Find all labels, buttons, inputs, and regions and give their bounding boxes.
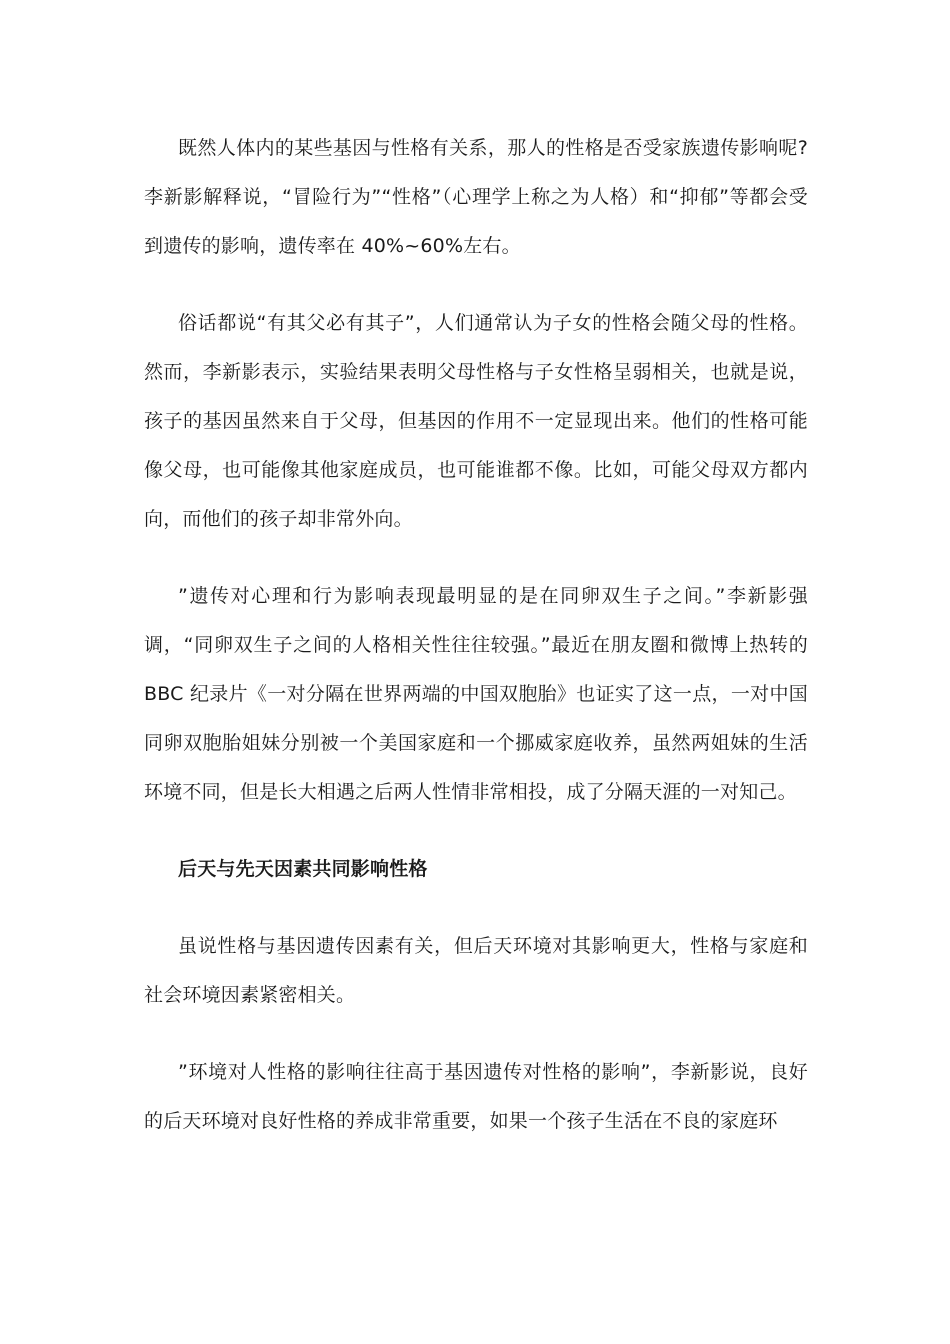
paragraph-heredity-question: 既然人体内的某些基因与性格有关系，那人的性格是否受家族遗传影响呢?李新影解释说，“冒险行为”“性格”（心理学上称之为人格）和“抑郁”等都会受到遗传的影响，遗传率在 40%~60%左右。 — [144, 137, 808, 257]
paragraph-like-father-like-son: 俗话都说“有其父必有其子”，人们通常认为子女的性格会随父母的性格。然而，李新影表示，实验结果表明父母性格与子女性格呈弱相关，也就是说，孩子的基因虽然来自于父母，但基因的作用不一定显现出来。他们的性格可能像父母，也可能像其他家庭成员，也可能谁都不像。比如，可能父母双方都内向，而他们的孩子却非常外向。 — [144, 312, 808, 530]
paragraph-environment-quote: ”环境对人性格的影响往往高于基因遗传对性格的影响”，李新影说，良好的后天环境对良好性格的养成非常重要，如果一个孩子生活在不良的家庭环 — [144, 1061, 808, 1132]
section-heading: 后天与先天因素共同影响性格 — [178, 858, 428, 880]
document-body — [144, 124, 808, 1174]
paragraph-identical-twins: ”遗传对心理和行为影响表现最明显的是在同卵双生子之间。”李新影强调，“同卵双生子之间的人格相关性往往较强。”最近在朋友圈和微博上热转的 BBC 纪录片《一对分隔在世界两端的中国双胞胎》也证实了这一点，一对中国同卵双胞胎姐妹分别被一个美国家庭和一个挪威家庭收养，虽然两姐妹的生活环境不同，但是长大相遇之后两人性情非常相投，成了分隔天涯的一对知己。 — [144, 585, 808, 803]
paragraph-environment-influence: 虽说性格与基因遗传因素有关，但后天环境对其影响更大，性格与家庭和社会环境因素紧密相关。 — [144, 935, 808, 1006]
